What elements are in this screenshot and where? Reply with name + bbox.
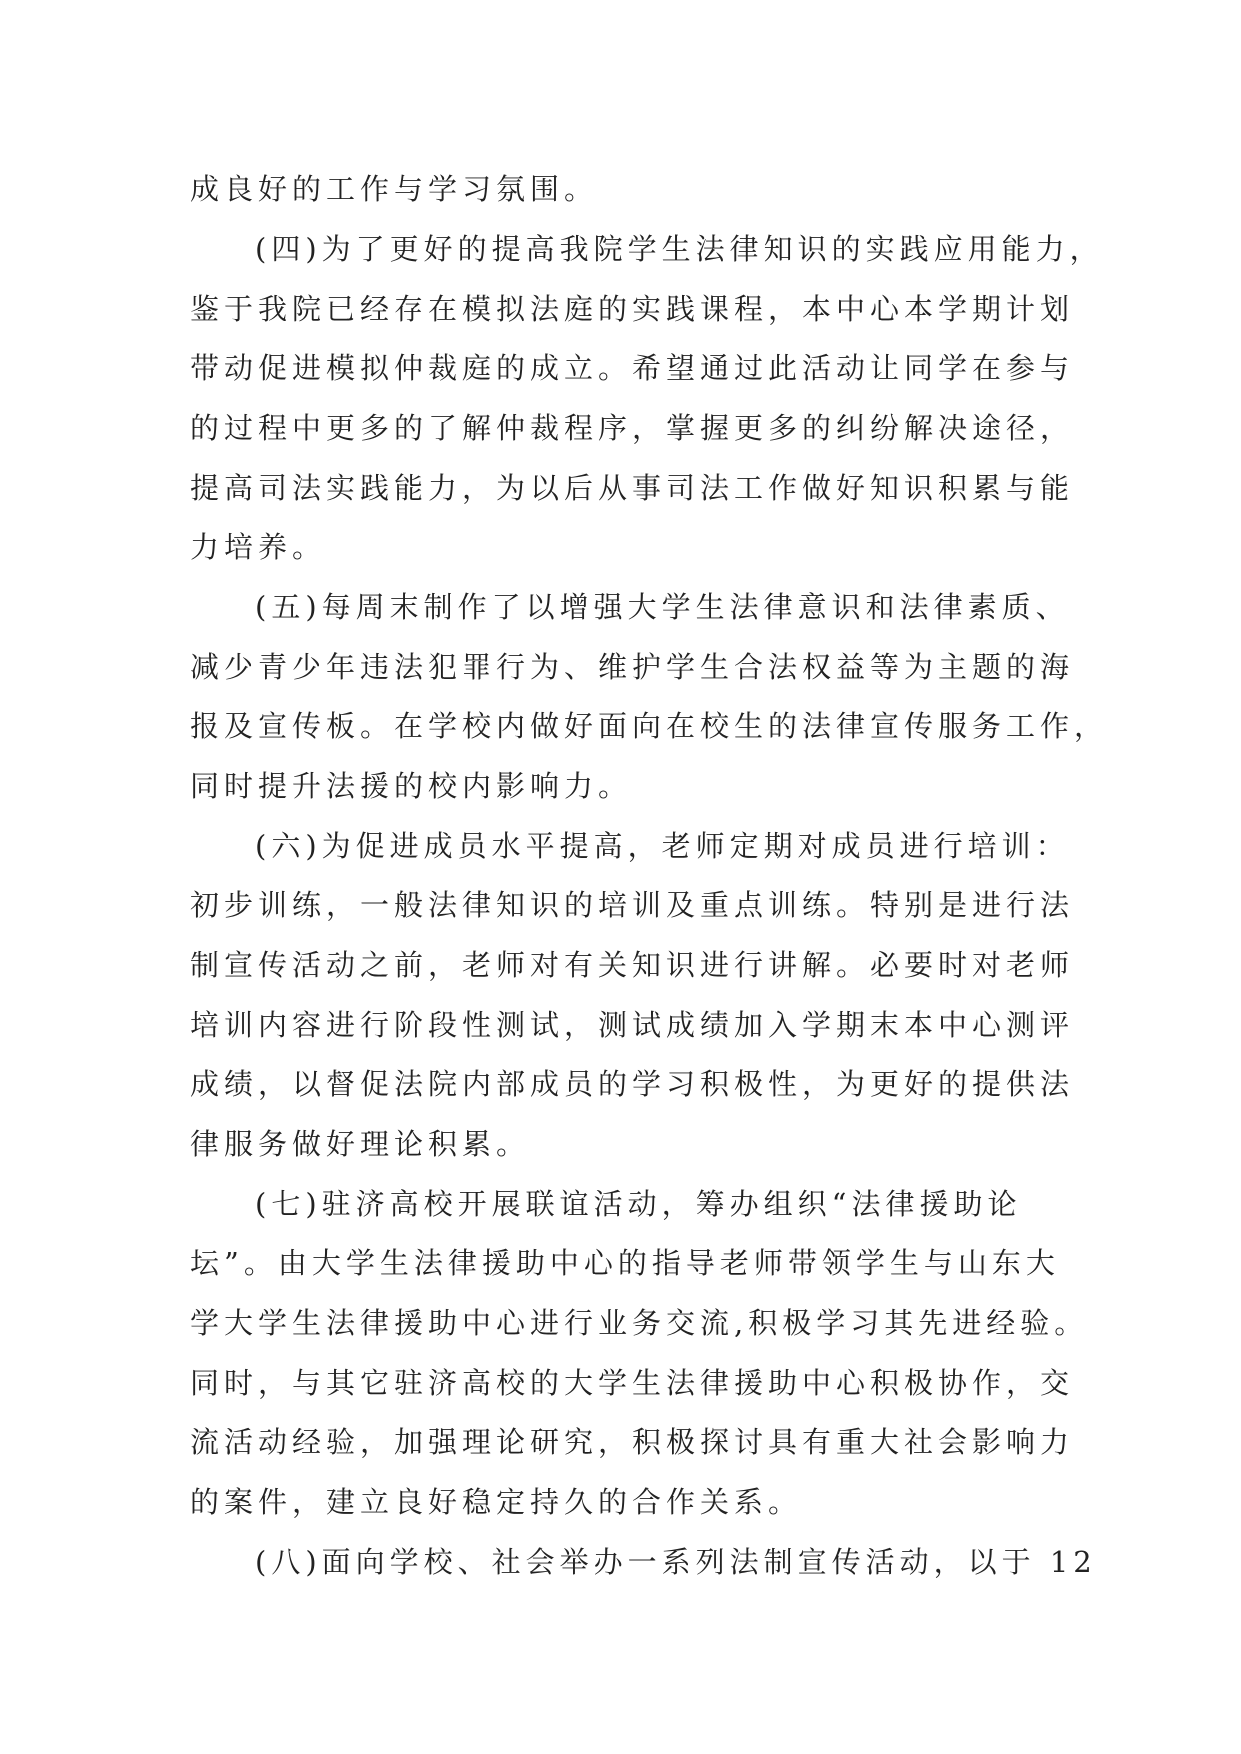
paragraph-6-heading-line: (六)为促进成员水平提高，老师定期对成员进行培训： (255, 829, 1070, 863)
text-line: 提高司法实践能力，为以后从事司法工作做好知识积累与能 (190, 471, 1075, 505)
text-line: 学大学生法律援助中心进行业务交流,积极学习其先进经验。 (190, 1306, 1089, 1340)
text-line: 带动促进模拟仲裁庭的成立。希望通过此活动让同学在参与 (190, 351, 1075, 385)
text-line: 力培养。 (190, 530, 327, 564)
text-line: 成良好的工作与学习氛围。 (190, 172, 599, 206)
paragraph-8-heading-line: (八)面向学校、社会举办一系列法制宣传活动，以于 12 (255, 1545, 1097, 1579)
paragraph-5-heading-line: (五)每周末制作了以增强大学生法律意识和法律素质、 (255, 590, 1070, 624)
paragraph-4-heading-line: (四)为了更好的提高我院学生法律知识的实践应用能力， (255, 232, 1104, 266)
text-line: 报及宣传板。在学校内做好面向在校生的法律宣传服务工作， (190, 709, 1109, 743)
text-line: 同时，与其它驻济高校的大学生法律援助中心积极协作，交 (190, 1366, 1075, 1400)
text-line: 坛”。由大学生法律援助中心的指导老师带领学生与山东大 (190, 1246, 1060, 1280)
text-line: 律服务做好理论积累。 (190, 1127, 531, 1161)
text-line: 流活动经验，加强理论研究，积极探讨具有重大社会影响力 (190, 1425, 1075, 1459)
text-line: 同时提升法援的校内影响力。 (190, 769, 633, 803)
text-line: 初步训练，一般法律知识的培训及重点训练。特别是进行法 (190, 888, 1075, 922)
text-line: 培训内容进行阶段性测试，测试成绩加入学期末本中心测评 (190, 1008, 1075, 1042)
text-line: 的过程中更多的了解仲裁程序，掌握更多的纠纷解决途径， (190, 411, 1075, 445)
text-line: 制宣传活动之前，老师对有关知识进行讲解。必要时对老师 (190, 948, 1075, 982)
text-line: 成绩，以督促法院内部成员的学习积极性，为更好的提供法 (190, 1067, 1075, 1101)
text-line: 的案件，建立良好稳定持久的合作关系。 (190, 1485, 803, 1519)
text-line: 减少青少年违法犯罪行为、维护学生合法权益等为主题的海 (190, 650, 1075, 684)
paragraph-7-heading-line: (七)驻济高校开展联谊活动，筹办组织“法律援助论 (255, 1187, 1022, 1221)
text-line: 鉴于我院已经存在模拟法庭的实践课程，本中心本学期计划 (190, 292, 1075, 326)
